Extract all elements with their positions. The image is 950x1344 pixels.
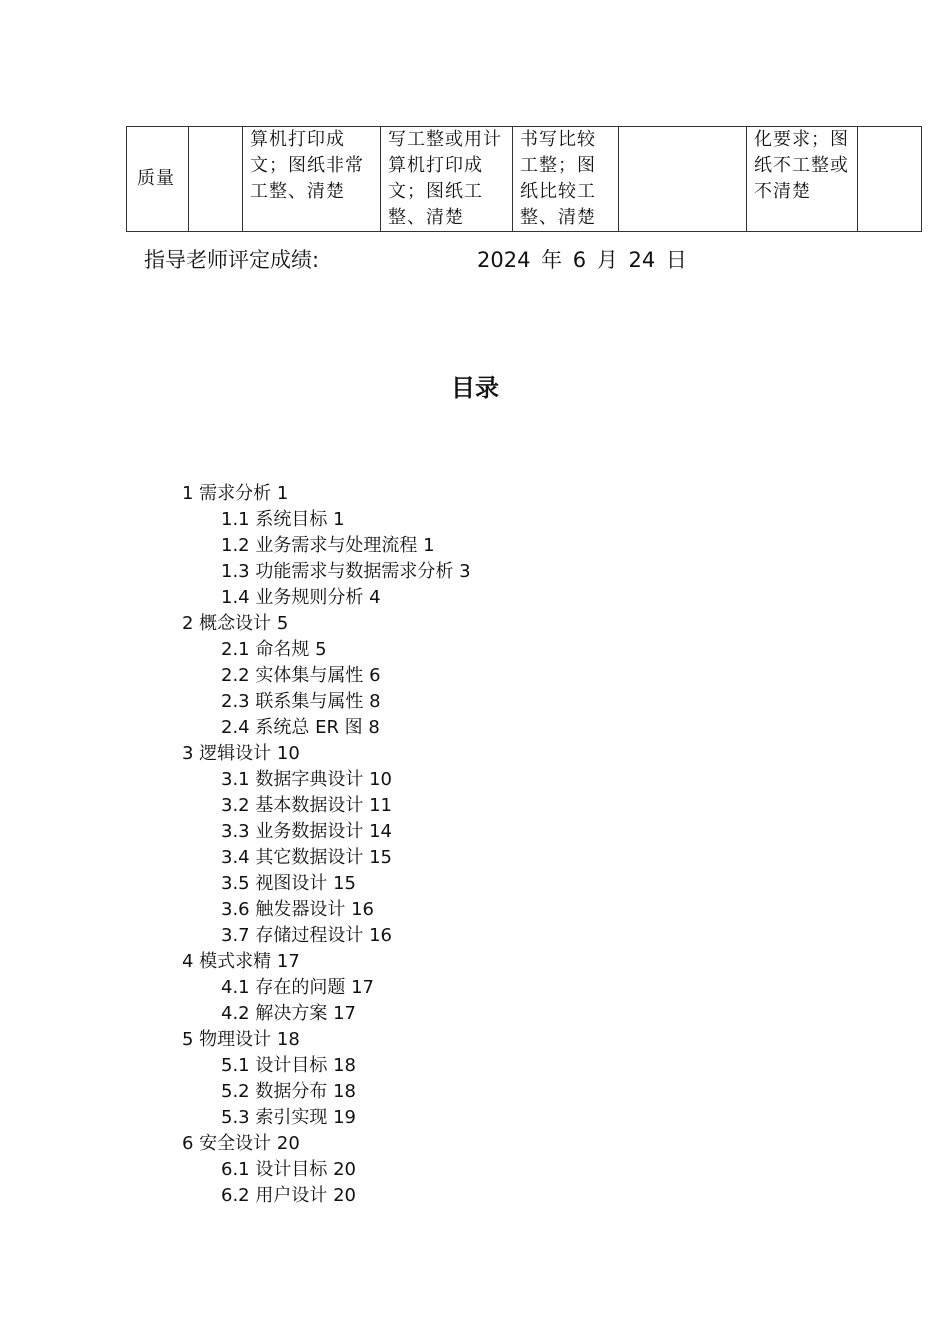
toc-chapter[interactable]: 1 需求分析 1	[182, 483, 289, 504]
toc-chapter[interactable]: 2 概念设计 5	[182, 613, 289, 634]
toc-section[interactable]: 2.4 系统总 ER 图 8	[221, 717, 380, 738]
toc-chapter[interactable]: 6 安全设计 20	[182, 1133, 300, 1154]
table-cell: 化要求；图纸不工整或不清楚	[747, 127, 858, 232]
toc-section[interactable]: 6.1 设计目标 20	[221, 1159, 356, 1180]
toc-title: 目录	[451, 374, 499, 402]
toc-section[interactable]: 6.2 用户设计 20	[221, 1185, 356, 1206]
toc-section[interactable]: 4.2 解决方案 17	[221, 1003, 356, 1024]
toc-section[interactable]: 3.6 触发器设计 16	[221, 899, 374, 920]
row-label: 质量	[127, 127, 189, 232]
toc-chapter[interactable]: 5 物理设计 18	[182, 1029, 300, 1050]
toc-section[interactable]: 1.1 系统目标 1	[221, 509, 345, 530]
toc-section[interactable]: 5.1 设计目标 18	[221, 1055, 356, 1076]
table-cell	[858, 127, 922, 232]
table-cell: 写工整或用计算机打印成文；图纸工整、清楚	[381, 127, 513, 232]
toc-section[interactable]: 1.3 功能需求与数据需求分析 3	[221, 561, 471, 582]
table-row	[127, 127, 922, 232]
toc-section[interactable]: 3.5 视图设计 15	[221, 873, 356, 894]
toc-section[interactable]: 1.4 业务规则分析 4	[221, 587, 381, 608]
table-of-contents	[182, 481, 471, 1209]
toc-section[interactable]: 3.1 数据字典设计 10	[221, 769, 392, 790]
table-cell	[619, 127, 747, 232]
toc-section[interactable]: 2.3 联系集与属性 8	[221, 691, 381, 712]
toc-section[interactable]: 3.3 业务数据设计 14	[221, 821, 392, 842]
toc-section[interactable]: 3.2 基本数据设计 11	[221, 795, 392, 816]
toc-section[interactable]: 3.4 其它数据设计 15	[221, 847, 392, 868]
table-cell: 书写比较工整；图纸比较工整、清楚	[513, 127, 619, 232]
toc-section[interactable]: 5.3 索引实现 19	[221, 1107, 356, 1128]
grading-table	[126, 126, 922, 232]
toc-chapter[interactable]: 3 逻辑设计 10	[182, 743, 300, 764]
toc-section[interactable]: 2.2 实体集与属性 6	[221, 665, 381, 686]
toc-chapter[interactable]: 4 模式求精 17	[182, 951, 300, 972]
evaluation-date: 2024 年 6 月 24 日	[477, 248, 687, 272]
table-cell	[189, 127, 243, 232]
toc-section[interactable]: 1.2 业务需求与处理流程 1	[221, 535, 435, 556]
toc-section[interactable]: 3.7 存储过程设计 16	[221, 925, 392, 946]
evaluation-label: 指导老师评定成绩:	[144, 248, 320, 272]
table-cell: 算机打印成文；图纸非常工整、清楚	[243, 127, 381, 232]
toc-section[interactable]: 4.1 存在的问题 17	[221, 977, 374, 998]
toc-section[interactable]: 2.1 命名规 5	[221, 639, 327, 660]
toc-section[interactable]: 5.2 数据分布 18	[221, 1081, 356, 1102]
